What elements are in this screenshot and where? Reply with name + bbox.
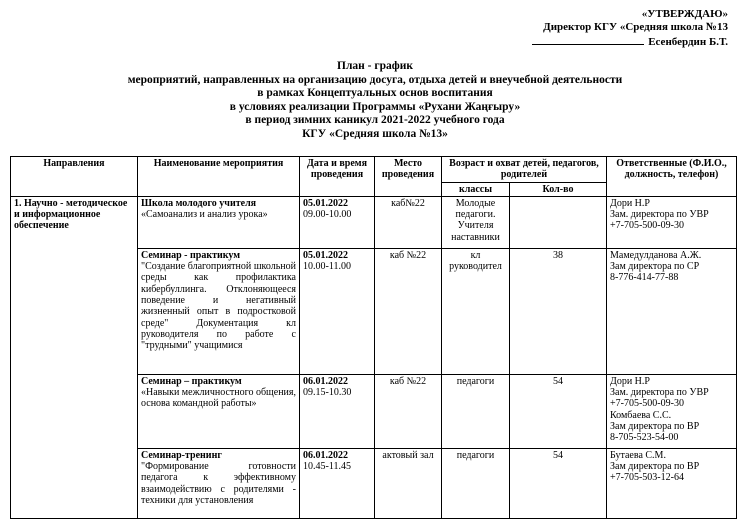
responsible-line: Зам. директора по УВР bbox=[610, 209, 709, 221]
classes-cell: Молодые педагоги. Учителя наставники bbox=[442, 196, 510, 248]
direction-cell: 1. Научно - методическое и информационное обеспечение bbox=[11, 196, 138, 518]
document-title bbox=[0, 60, 750, 142]
count-cell: 54 bbox=[510, 374, 607, 448]
responsible-line: +7-705-500-09-30 bbox=[610, 220, 684, 232]
event-cell bbox=[138, 196, 300, 248]
responsible-cell bbox=[607, 448, 737, 518]
col-datetime-header: Дата и время проведения bbox=[300, 157, 375, 197]
title-line: мероприятий, направленных на организацию досуга, отдыха детей и внеучебной деятельности bbox=[127, 73, 623, 86]
event-cell bbox=[138, 448, 300, 518]
event-time: 09.00-10.00 bbox=[303, 209, 352, 221]
approval-position: Директор КГУ «Средняя школа №13 bbox=[543, 21, 728, 33]
approval-name: Есенбердин Б.Т. bbox=[648, 36, 728, 48]
title-line: в условиях реализации Программы «Рухани Жаңғыру» bbox=[229, 100, 521, 113]
datetime-cell bbox=[300, 248, 375, 374]
responsible-line: Дори Н.Р bbox=[610, 197, 650, 209]
responsible-line: 8-705-523-54-00 bbox=[610, 432, 679, 444]
place-cell: актовый зал bbox=[375, 448, 442, 518]
approval-block bbox=[428, 8, 728, 49]
datetime-cell bbox=[300, 196, 375, 248]
event-cell bbox=[138, 248, 300, 374]
event-date: 05.01.2022 bbox=[303, 197, 348, 209]
count-cell bbox=[510, 196, 607, 248]
header-row bbox=[11, 157, 737, 183]
classes-cell: педагоги bbox=[442, 448, 510, 518]
col-coverage-header: Возраст и охват детей, педагогов, родителей bbox=[442, 157, 607, 183]
title-line: в период зимних каникул 2021-2022 учебного года bbox=[245, 114, 505, 127]
col-direction-header: Направления bbox=[11, 157, 138, 197]
responsible-line: Зам директора по СР bbox=[610, 261, 700, 273]
event-desc: "Создание благоприятной школьной среды как профилактика кибербуллинга. Отклоняющееся поведение и негативный жизненный опыт в подростковой среде" Документация кл руководителя по работе с "трудными" учащимися bbox=[141, 261, 296, 352]
event-date: 06.01.2022 bbox=[303, 449, 348, 461]
event-desc: «Самоанализ и анализ урока» bbox=[141, 209, 268, 221]
responsible-line: Зам. директора по УВР bbox=[610, 387, 709, 399]
classes-cell: кл руководител bbox=[442, 248, 510, 374]
title-line: План - график bbox=[337, 60, 413, 72]
event-cell bbox=[138, 374, 300, 448]
responsible-line: Дори Н.Р bbox=[610, 375, 650, 387]
approval-signature-line bbox=[428, 34, 728, 49]
table-row bbox=[11, 196, 737, 248]
responsible-line: Зам директора по ВР bbox=[610, 421, 700, 433]
col-responsible-header: Ответственные (Ф.И.О., должность, телефон) bbox=[607, 157, 737, 197]
event-time: 10.45-11.45 bbox=[303, 461, 351, 473]
responsible-cell bbox=[607, 374, 737, 448]
responsible-line: +7-705-500-09-30 bbox=[610, 398, 684, 410]
place-cell: каб №22 bbox=[375, 248, 442, 374]
signature-underline bbox=[532, 34, 644, 45]
event-desc: «Навыки межличностного общения, основа командной работы» bbox=[141, 387, 296, 410]
count-cell: 38 bbox=[510, 248, 607, 374]
count-cell: 54 bbox=[510, 448, 607, 518]
event-title: Семинар – практикум bbox=[141, 375, 242, 387]
responsible-line: 8-776-414-77-88 bbox=[610, 272, 679, 284]
approval-heading: «УТВЕРЖДАЮ» bbox=[641, 8, 728, 20]
event-desc: "Формирование готовности педагога к эффективному взаимодействию с родителями - техники для установления bbox=[141, 461, 296, 507]
place-cell: каб№22 bbox=[375, 196, 442, 248]
col-count-header: Кол-во bbox=[510, 182, 607, 196]
event-time: 10.00-11.00 bbox=[303, 261, 351, 273]
col-classes-header: классы bbox=[442, 182, 510, 196]
responsible-line: Мамедулданова А.Ж. bbox=[610, 249, 702, 261]
event-title: Семинар-тренинг bbox=[141, 449, 222, 461]
event-time: 09.15-10.30 bbox=[303, 387, 352, 399]
title-line: в рамках Концептуальных основ воспитания bbox=[257, 87, 493, 100]
responsible-line: Зам директора по ВР bbox=[610, 461, 700, 473]
datetime-cell bbox=[300, 374, 375, 448]
responsible-line: Бутаева С.М. bbox=[610, 449, 666, 461]
place-cell: каб №22 bbox=[375, 374, 442, 448]
responsible-line: Комбаева С.С. bbox=[610, 409, 672, 421]
datetime-cell bbox=[300, 448, 375, 518]
event-title: Школа молодого учителя bbox=[141, 197, 257, 209]
responsible-cell bbox=[607, 248, 737, 374]
event-date: 06.01.2022 bbox=[303, 375, 348, 387]
event-date: 05.01.2022 bbox=[303, 249, 348, 261]
title-line: КГУ «Средняя школа №13» bbox=[302, 127, 448, 140]
event-title: Семинар - практикум bbox=[141, 249, 241, 261]
classes-cell: педагоги bbox=[442, 374, 510, 448]
responsible-cell bbox=[607, 196, 737, 248]
col-place-header: Место проведения bbox=[375, 157, 442, 197]
col-event-header: Наименование мероприятия bbox=[138, 157, 300, 197]
events-table bbox=[10, 156, 737, 519]
responsible-line: +7-705-503-12-64 bbox=[610, 472, 684, 484]
